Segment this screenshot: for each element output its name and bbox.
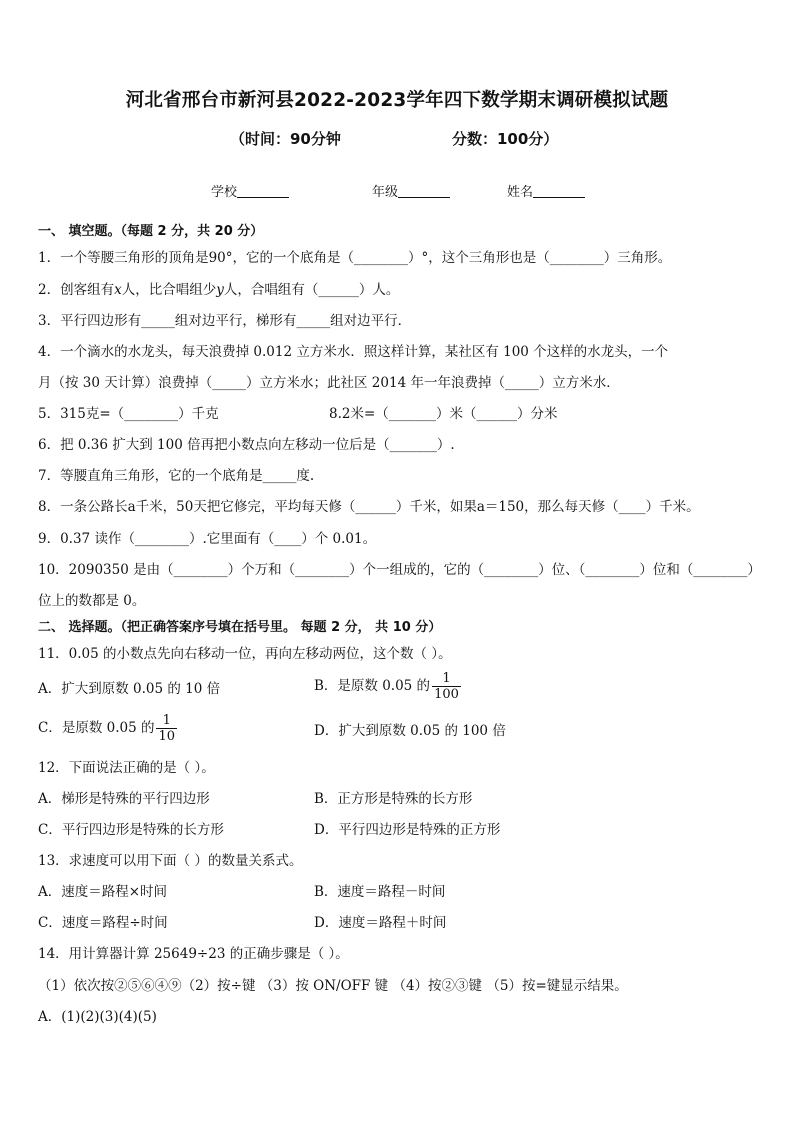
school-label: 学校 bbox=[211, 185, 238, 200]
q12-option-d[interactable]: D．平行四边形是特殊的正方形 bbox=[314, 822, 501, 838]
question-8: 8．一条公路长a千米，50天把它修完，平均每天修（______）千米，如果a＝150，那么每天修（____）千米。 bbox=[38, 499, 700, 515]
name-field bbox=[507, 181, 585, 200]
question-4-line1: 4．一个滴水的水龙头，每天浪费掉 0.012 立方米水．照这样计算，某社区有 100 个这样的水龙头，一个 bbox=[38, 344, 669, 360]
question-14-steps: （1）依次按②⑤⑥④⑨（2）按÷键 （3）按 ON/OFF 键 （4）按②③键 （5）按=键显示结果。 bbox=[38, 978, 628, 994]
question-7: 7．等腰直角三角形，它的一个底角是_____度. bbox=[38, 468, 315, 484]
q12-option-c[interactable]: C．平行四边形是特殊的长方形 bbox=[38, 822, 224, 838]
exam-title: 河北省邢台市新河县2022-2023学年四下数学期末调研模拟试题 bbox=[125, 90, 669, 111]
q13-option-d[interactable]: D．速度＝路程＋时间 bbox=[314, 915, 447, 931]
question-11: 11．0.05 的小数点先向右移动一位，再向左移动两位，这个数（ ）。 bbox=[38, 646, 452, 662]
name-blank[interactable] bbox=[533, 185, 585, 198]
question-1: 1．一个等腰三角形的顶角是90°，它的一个底角是（________）°，这个三角形也是（________）三角形。 bbox=[38, 250, 672, 266]
grade-field bbox=[372, 181, 450, 200]
question-14: 14．用计算器计算 25649÷23 的正确步骤是（ ）。 bbox=[38, 946, 349, 962]
q12-option-a[interactable]: A．梯形是特殊的平行四边形 bbox=[38, 791, 210, 807]
section2-heading: 二、 选择题。（把正确答案序号填在括号里。 每题 2 分， 共 10 分） bbox=[38, 620, 442, 635]
question-10-line2: 位上的数都是 0。 bbox=[38, 593, 146, 609]
q11-option-b-text: B．是原数 0.05 的 bbox=[314, 678, 431, 694]
q13-option-c[interactable]: C．速度＝路程÷时间 bbox=[38, 915, 168, 931]
q11-option-a[interactable]: A．扩大到原数 0.05 的 10 倍 bbox=[38, 681, 221, 697]
fraction-1-10: $\frac{1}{10}$ bbox=[158, 713, 176, 744]
q12-option-b[interactable]: B．正方形是特殊的长方形 bbox=[314, 791, 473, 807]
question-2: 2．创客组有𝑥人，比合唱组少𝑦人，合唱组有（______）人。 bbox=[38, 282, 400, 298]
school-field bbox=[211, 181, 289, 200]
time-label: （时间：90分钟 bbox=[230, 130, 341, 148]
question-10-line1: 10．2090350 是由（________）个万和（________）个一组成的，它的（________）位、（________）位和（________） bbox=[38, 562, 761, 578]
q11-option-c[interactable] bbox=[38, 713, 177, 744]
q11-option-d[interactable]: D．扩大到原数 0.05 的 100 倍 bbox=[314, 723, 506, 739]
question-3: 3．平行四边形有_____组对边平行，梯形有_____组对边平行． bbox=[38, 313, 412, 329]
q14-option-a[interactable]: A．(1)(2)(3)(4)(5) bbox=[38, 1009, 157, 1025]
question-6: 6．把 0.36 扩大到 100 倍再把小数点向左移动一位后是（_______）. bbox=[38, 437, 455, 453]
score-label: 分数：100分） bbox=[452, 130, 559, 148]
name-label: 姓名 bbox=[507, 185, 534, 200]
q13-option-a[interactable]: A．速度＝路程×时间 bbox=[38, 884, 168, 900]
school-blank[interactable] bbox=[237, 185, 289, 198]
question-4-line2: 月（按 30 天计算）浪费掉（_____）立方米水；此社区 2014 年一年浪费掉（_____）立方米水． bbox=[38, 375, 620, 391]
question-5-part1: 5．315克=（________）千克 bbox=[38, 406, 219, 422]
q11-option-c-text: C．是原数 0.05 的 bbox=[38, 720, 155, 736]
question-9: 9．0.37 读作（________）.它里面有（____）个 0.01。 bbox=[38, 531, 377, 547]
question-12: 12．下面说法正确的是（ ）。 bbox=[38, 760, 215, 776]
grade-blank[interactable] bbox=[398, 185, 450, 198]
question-5-part2: 8.2米=（_______）米（______）分米 bbox=[329, 406, 558, 422]
fraction-1-100: $\frac{1}{100}$ bbox=[434, 671, 459, 702]
question-13: 13．求速度可以用下面（ ）的数量关系式。 bbox=[38, 853, 303, 869]
grade-label: 年级 bbox=[372, 185, 399, 200]
section1-heading: 一、 填空题。（每题 2 分，共 20 分） bbox=[38, 224, 264, 239]
q11-option-b[interactable] bbox=[314, 671, 461, 702]
q13-option-b[interactable]: B．速度＝路程－时间 bbox=[314, 884, 446, 900]
